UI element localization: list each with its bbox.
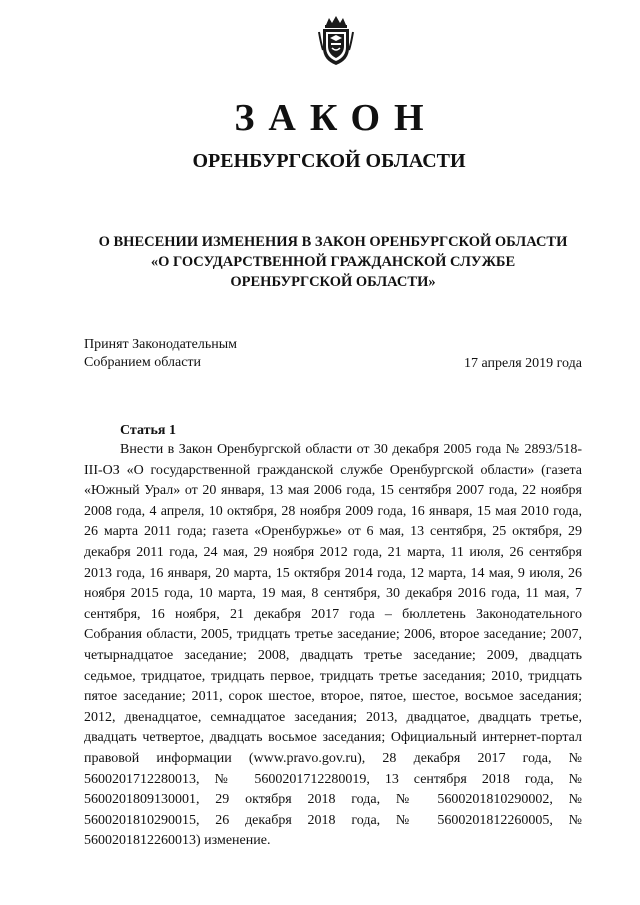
adoption-line: Принят Законодательным — [84, 337, 237, 352]
adoption-date: 17 апреля 2019 года — [464, 356, 582, 371]
document-title: ЗАКОН — [234, 97, 438, 139]
document-subtitle: ОРЕНБУРГСКОЙ ОБЛАСТИ — [192, 150, 466, 172]
law-name-line: О ВНЕСЕНИИ ИЗМЕНЕНИЯ В ЗАКОН ОРЕНБУРГСКОЙ ОБЛАСТИ — [98, 234, 568, 250]
article-text: Внести в Закон Оренбургской области от 30 декабря 2005 года № 2893/518-III-ОЗ «О государственной гражданской службе Оренбургской области» (газета «Южный Урал» от 20 января, 13 мая 2006 года, 15 сентября 2007 года, 22 ноября 2008 года, 4 апреля, 10 октября, 28 ноября 2009 года, 16 января, 15 мая 2010 года, 26 марта 2011 года; газета «Оренбуржье» от 6 мая, 13 сентября, 25 октября, 29 декабря 2011 года, 24 мая, 29 ноября 2012 года, 21 марта, 11 июля, 26 сентября 2013 года, 16 января, 20 марта, 15 октября 2014 года, 12 марта, 14 мая, 9 июля, 26 ноября 2015 года, 10 марта, 19 мая, 8 сентября, 30 декабря 2016 года, 11 мая, 7 сентября, 16 ноября, 21 декабря 2017 года – бюллетень Законодательного Собрания области, 2005, тридцать третье заседание; 2006, второе заседание; 2007, четырнадцатое заседание; 2008, двадцать третье заседание; 2009, двадцать седьмое, тридцатое, тридцать первое, тридцать третье заседания; 2010, тридцать пятое заседание; 2011, сорок шестое, второе, пятое, шестое, восьмое заседания; 2012, двенадцатое, семнадцатое заседания; 2013, двадцатое, двадцать третье, двадцать четвертое, двадцать восьмое заседания; Официальный интернет-портал правовой информации (www.pravo.gov.ru), 28 декабря 2017 года, № 5600201712280013, № 5600201712280019, 13 сентября 2018 года, № 5600201809130001, 29 октября 2018 года, № 5600201810290002, № 5600201810290015, 26 декабря 2018 года, № 5600201812260005, № 5600201812260013) изменение. — [84, 442, 582, 849]
article-title: Статья 1 — [120, 423, 176, 438]
adoption-line: Собранием области — [84, 355, 202, 370]
law-name-line: «О ГОСУДАРСТВЕННОЙ ГРАЖДАНСКОЙ СЛУЖБЕ — [150, 254, 516, 270]
law-name — [0, 232, 640, 292]
adoption-note — [84, 336, 237, 372]
law-name-line: ОРЕНБУРГСКОЙ ОБЛАСТИ» — [230, 274, 436, 290]
orenburg-coat-of-arms-icon — [316, 16, 356, 66]
